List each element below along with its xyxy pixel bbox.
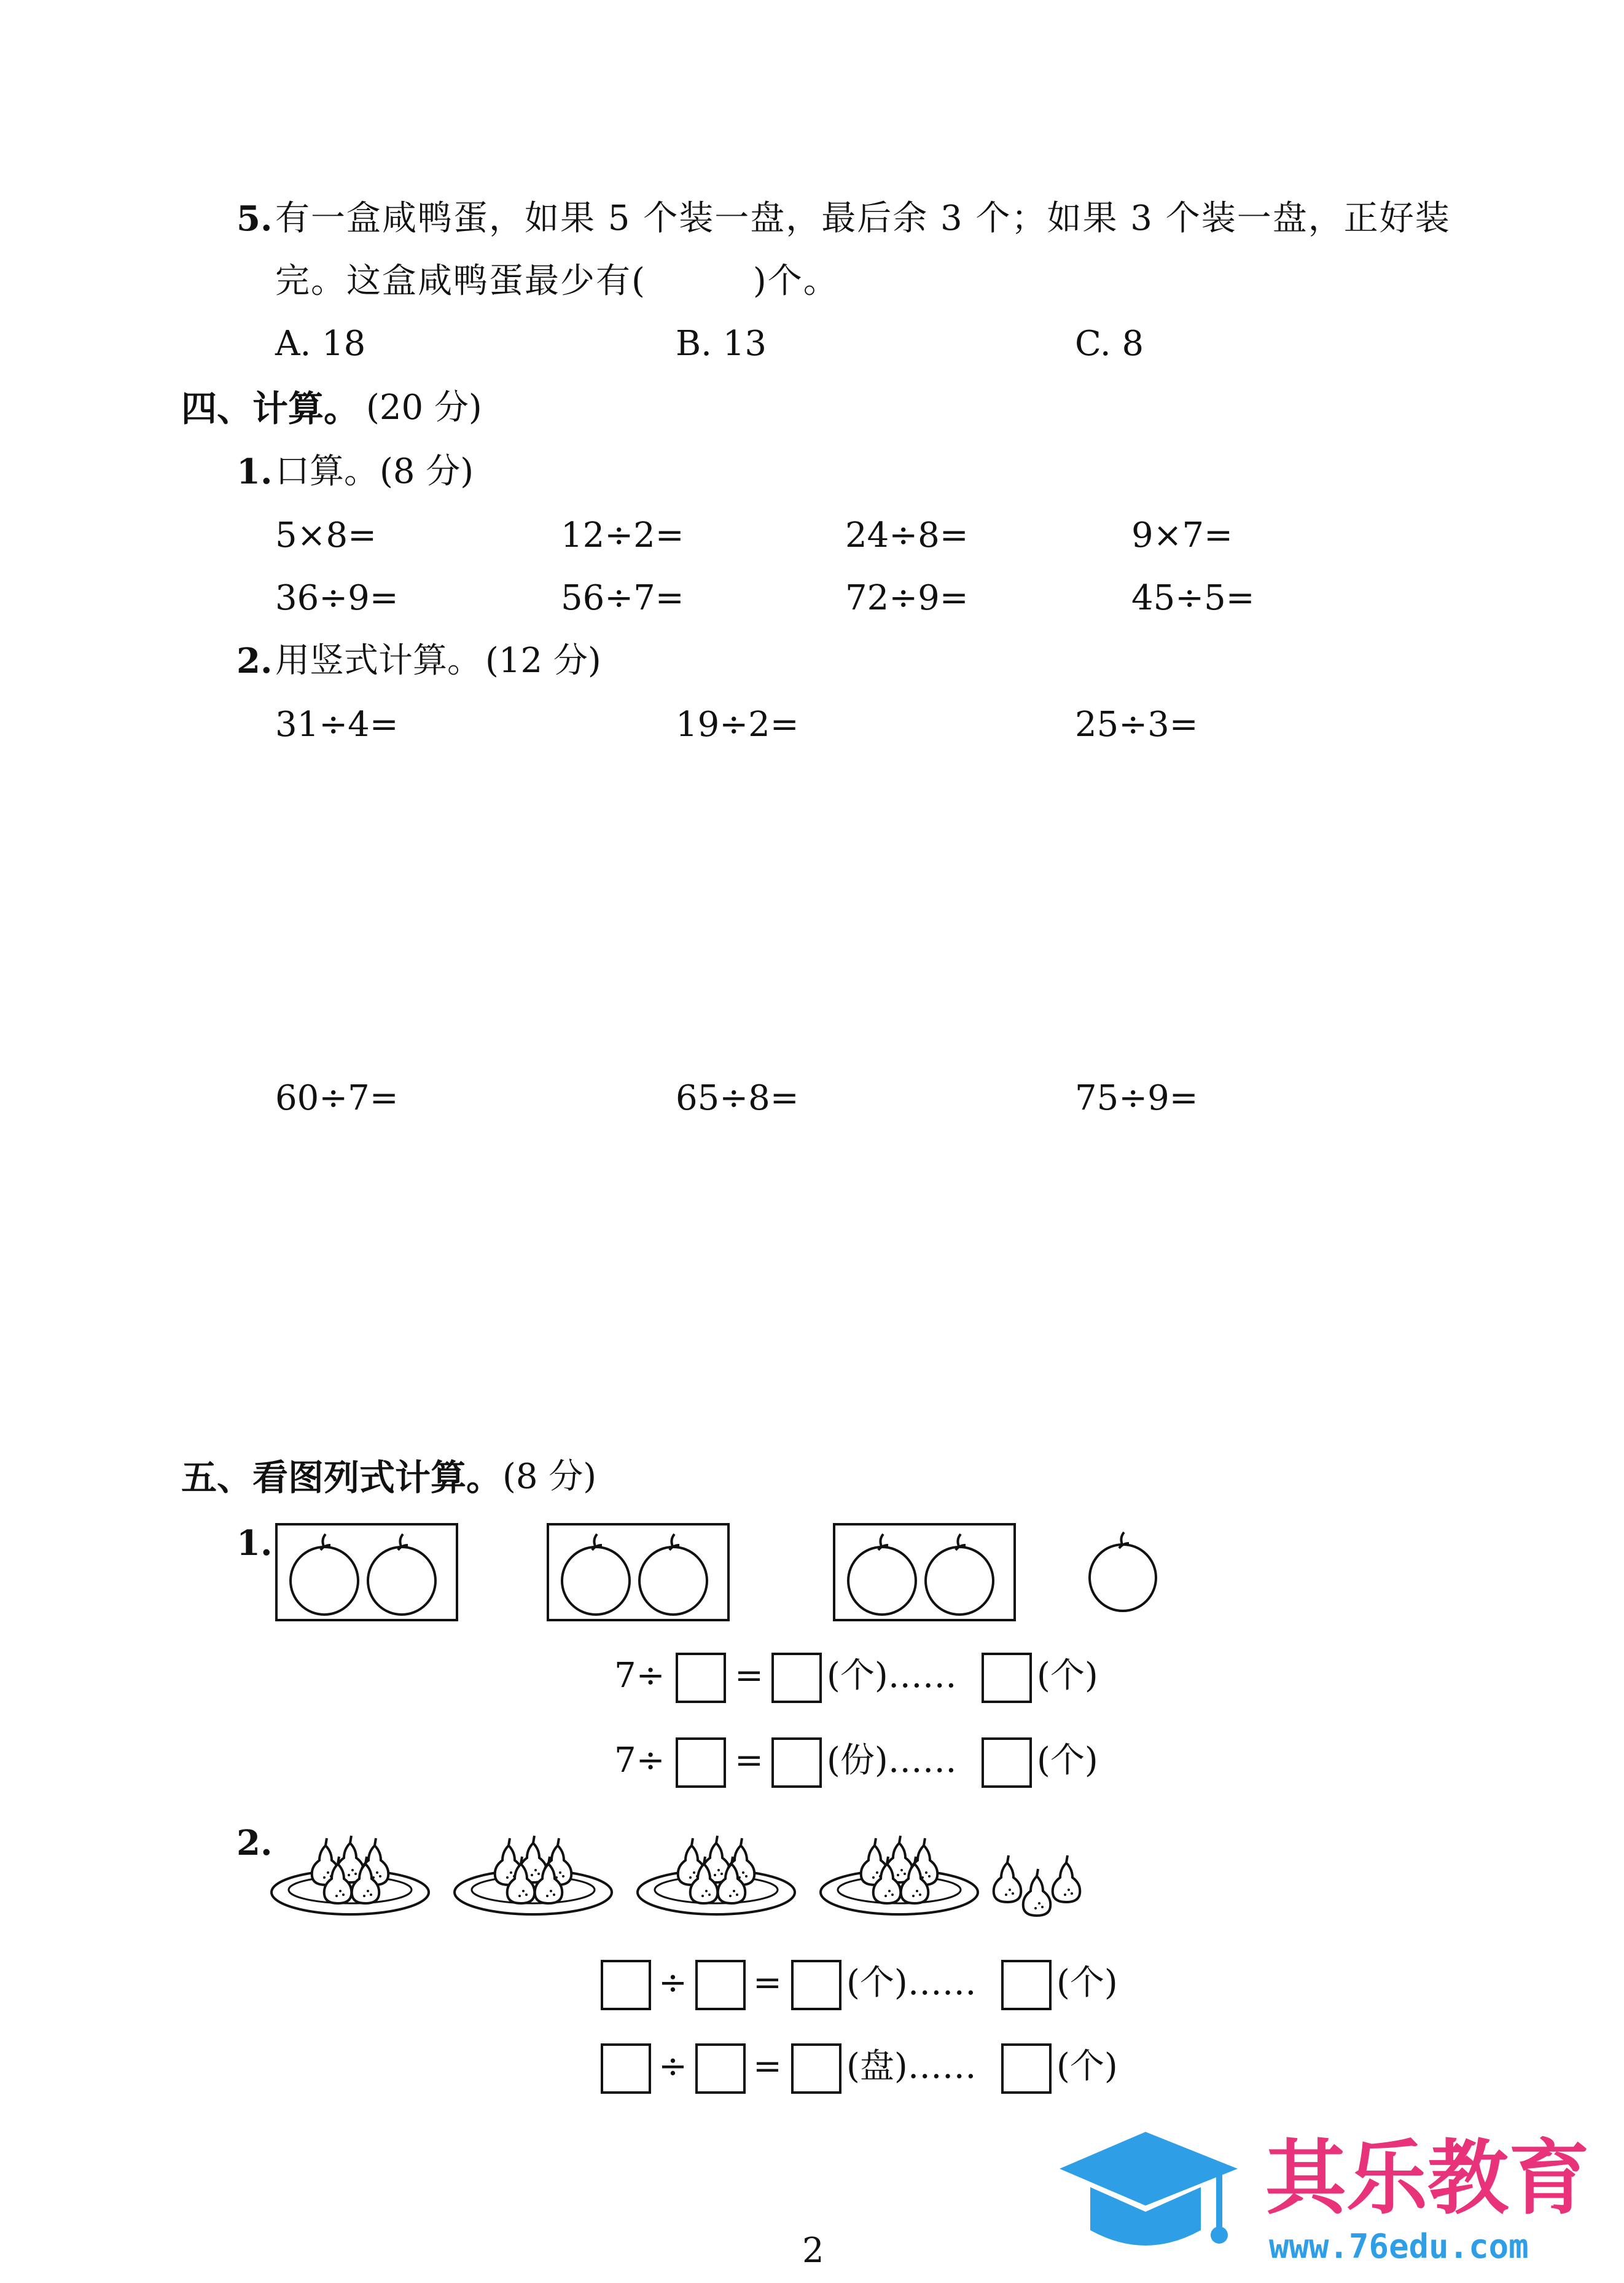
q2-eq2-unit1: (盘)……	[846, 2046, 977, 2086]
q5-text-line2: 完。这盒咸鸭蛋最少有( )个。	[275, 261, 839, 301]
q5-option-c: C. 8	[1075, 324, 1144, 364]
vertical-calc-item: 25÷3=	[1075, 705, 1198, 745]
apple-icon	[549, 1525, 732, 1624]
section4-title: 四、计算。	[181, 388, 360, 429]
graduation-cap-icon	[1053, 2126, 1250, 2267]
apple-group-box	[275, 1523, 458, 1621]
q1-eq1-unit1: (个)……	[827, 1656, 957, 1696]
section5-q1-number: 1.	[236, 1523, 273, 1564]
apple-icon	[278, 1525, 461, 1624]
pear-plate	[271, 1836, 429, 1914]
oral-calc-item: 36÷9=	[275, 578, 399, 618]
watermark-url: www.76edu.com	[1269, 2227, 1529, 2266]
section4-sub2-score: (12 分)	[485, 641, 601, 681]
pear-plate	[821, 1836, 978, 1914]
section4-sub1-number: 1.	[236, 452, 273, 492]
answer-box[interactable]	[676, 1737, 726, 1788]
oral-calc-item: 5×8=	[275, 515, 377, 555]
pear-loose	[994, 1855, 1080, 1916]
q2-eq2-unit2: (个)	[1056, 2046, 1118, 2086]
answer-box[interactable]	[601, 2043, 651, 2094]
answer-box[interactable]	[1001, 1960, 1052, 2010]
apple-icon	[1087, 1530, 1161, 1616]
vertical-calc-item: 19÷2=	[676, 705, 799, 745]
oral-calc-item: 45÷5=	[1131, 578, 1255, 618]
section4-score: (20 分)	[366, 388, 482, 428]
section4-sub1-score: (8 分)	[380, 452, 474, 491]
q1-eq2-unit2: (个)	[1037, 1741, 1098, 1780]
section4-sub2-title: 用竖式计算。	[275, 641, 482, 681]
pear-plate	[455, 1836, 612, 1914]
q2-eq2-equals: =	[753, 2046, 782, 2086]
vertical-calc-item: 65÷8=	[676, 1078, 799, 1118]
vertical-calc-item: 31÷4=	[275, 705, 399, 745]
answer-box[interactable]	[695, 1960, 746, 2010]
q2-eq1-div: ÷	[658, 1963, 687, 2003]
answer-box[interactable]	[695, 2043, 746, 2094]
q1-eq2-unit1: (份)……	[827, 1741, 957, 1780]
q2-eq1-unit2: (个)	[1056, 1963, 1118, 2003]
q5-text-line1: 有一盒咸鸭蛋，如果 5 个装一盘，最后余 3 个；如果 3 个装一盘，正好装	[275, 198, 1451, 238]
q2-eq2-div: ÷	[658, 2046, 687, 2086]
q1-eq1-equals: =	[735, 1656, 763, 1696]
oral-calc-item: 12÷2=	[561, 515, 684, 555]
answer-box[interactable]	[771, 1653, 822, 1703]
answer-box[interactable]	[982, 1737, 1032, 1788]
q5-option-a: A. 18	[275, 324, 366, 364]
q2-eq1-equals: =	[753, 1963, 782, 2003]
apple-group-box	[547, 1523, 730, 1621]
q2-eq1-unit1: (个)……	[846, 1963, 977, 2003]
page-number: 2	[802, 2231, 824, 2271]
pear-plates-illustration	[270, 1812, 1106, 1929]
section4-sub2-number: 2.	[236, 641, 273, 681]
apple-icon	[835, 1525, 1018, 1624]
q1-eq1-dividend: 7÷	[614, 1656, 665, 1696]
section4-sub1-title: 口算。	[275, 452, 378, 491]
q1-eq1-unit2: (个)	[1037, 1656, 1098, 1696]
q5-option-b: B. 13	[676, 324, 767, 364]
oral-calc-item: 72÷9=	[845, 578, 969, 618]
oral-calc-item: 9×7=	[1131, 515, 1233, 555]
section5-score: (8 分)	[502, 1457, 597, 1497]
vertical-calc-item: 60÷7=	[275, 1078, 399, 1118]
answer-box[interactable]	[1001, 2043, 1052, 2094]
q5-number: 5.	[236, 198, 273, 239]
answer-box[interactable]	[982, 1653, 1032, 1703]
section5-title: 五、看图列式计算。	[181, 1457, 502, 1498]
answer-box[interactable]	[791, 1960, 841, 2010]
answer-box[interactable]	[791, 2043, 841, 2094]
watermark-brand: 其乐教育	[1265, 2131, 1590, 2226]
answer-box[interactable]	[771, 1737, 822, 1788]
oral-calc-item: 56÷7=	[561, 578, 684, 618]
answer-box[interactable]	[676, 1653, 726, 1703]
vertical-calc-item: 75÷9=	[1075, 1078, 1198, 1118]
oral-calc-item: 24÷8=	[845, 515, 969, 555]
q1-eq2-equals: =	[735, 1741, 763, 1780]
section5-q2-number: 2.	[236, 1823, 273, 1863]
apple-group-box	[833, 1523, 1016, 1621]
answer-box[interactable]	[601, 1960, 651, 2010]
pear-plate	[638, 1836, 795, 1914]
q1-eq2-dividend: 7÷	[614, 1741, 665, 1780]
